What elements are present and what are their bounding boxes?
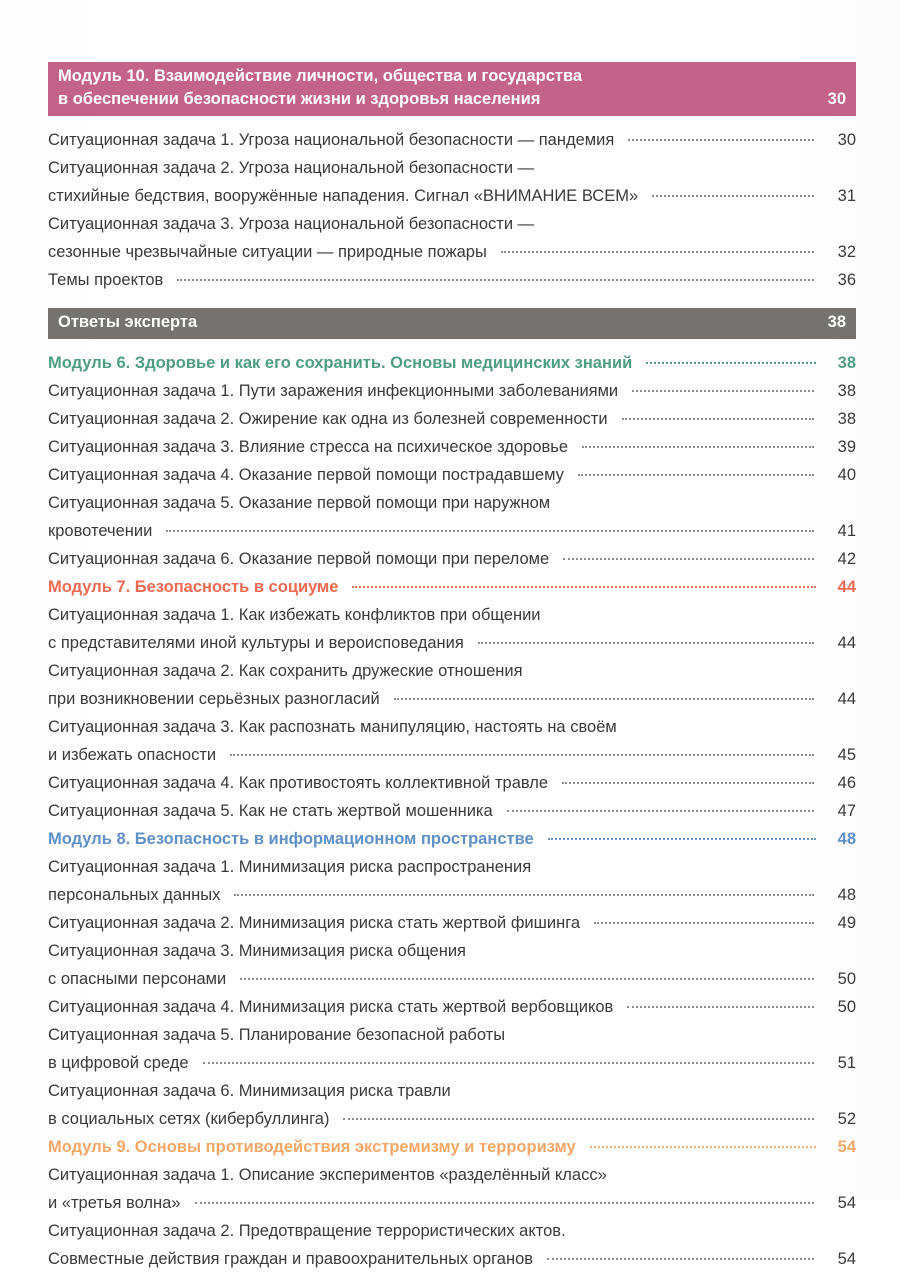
- toc-entry[interactable]: [48, 657, 856, 685]
- toc-entry-page: 36: [837, 271, 856, 289]
- toc-entry-text: Ситуационная задача 5. Как не стать жертвой мошенника: [48, 802, 493, 820]
- toc-entry[interactable]: [48, 266, 856, 294]
- toc-entry[interactable]: [48, 1021, 856, 1049]
- toc-entry-page: 44: [837, 634, 856, 652]
- toc-entry[interactable]: [48, 993, 856, 1021]
- toc-entry[interactable]: [48, 853, 856, 881]
- toc-entry-text: Ситуационная задача 3. Влияние стресса на психическое здоровье: [48, 438, 569, 456]
- toc-entry[interactable]: [48, 377, 856, 405]
- module-9-heading-page: 54: [837, 1138, 856, 1156]
- module-7-entries: [48, 601, 856, 825]
- toc-entry[interactable]: [48, 545, 856, 573]
- spacer: [48, 294, 856, 308]
- toc-entry-text: Ситуационная задача 4. Оказание первой помощи пострадавшему: [48, 466, 564, 484]
- toc-entry-text: Ситуационная задача 2. Как сохранить дружеские отношения: [48, 662, 523, 680]
- module-9-heading-text: Модуль 9. Основы противодействия экстремизму и терроризму: [48, 1138, 576, 1156]
- toc-entry[interactable]: [48, 937, 856, 965]
- toc-entry-text: при возникновении серьёзных разногласий: [48, 690, 380, 708]
- toc-entry[interactable]: [48, 965, 856, 993]
- module-7-heading[interactable]: [48, 573, 856, 601]
- dot-leader: [230, 754, 814, 756]
- dot-leader: [343, 1118, 814, 1120]
- module-7-heading-page: 44: [837, 578, 856, 596]
- toc-entry-page: 40: [837, 466, 856, 484]
- expert-answers-banner: [48, 308, 856, 339]
- toc-entry[interactable]: [48, 210, 856, 238]
- dot-leader: [234, 894, 814, 896]
- toc-entry-page: 44: [837, 690, 856, 708]
- toc-entry-text: в социальных сетях (кибербуллинга): [48, 1110, 330, 1128]
- module-9-entries: [48, 1161, 856, 1273]
- toc-entry-text: Ситуационная задача 1. Минимизация риска распространения: [48, 858, 532, 876]
- expert-answers-banner-text: Ответы эксперта: [58, 313, 198, 331]
- toc-entry-text: и «третья волна»: [48, 1194, 181, 1212]
- toc-entry-text: сезонные чрезвычайные ситуации — природные пожары: [48, 243, 487, 261]
- module-6-entries: [48, 377, 856, 573]
- toc-entry[interactable]: [48, 1105, 856, 1133]
- toc-entry-text: Ситуационная задача 2. Минимизация риска стать жертвой фишинга: [48, 914, 581, 932]
- toc-entry-page: 38: [837, 382, 856, 400]
- dot-leader: [240, 978, 814, 980]
- dot-leader: [632, 390, 814, 392]
- module-10-banner-line2: в обеспечении безопасности жизни и здоровья населения: [58, 90, 541, 108]
- toc-entry-text: стихийные бедствия, вооружённые нападения. Сигнал «ВНИМАНИЕ ВСЕМ»: [48, 187, 639, 205]
- toc-entry[interactable]: [48, 1049, 856, 1077]
- toc-entry-text: Ситуационная задача 3. Угроза национальной безопасности —: [48, 215, 535, 233]
- toc-entry[interactable]: [48, 1245, 856, 1273]
- module-7-heading-text: Модуль 7. Безопасность в социуме: [48, 578, 339, 596]
- toc-entry-text: Ситуационная задача 1. Пути заражения инфекционными заболеваниями: [48, 382, 619, 400]
- toc-entry-page: 49: [837, 914, 856, 932]
- spacer: [48, 339, 856, 349]
- toc-entry-page: 54: [837, 1250, 856, 1268]
- toc-entry-page: 46: [837, 774, 856, 792]
- dot-leader: [507, 810, 814, 812]
- dot-leader: [622, 418, 814, 420]
- dot-leader: [548, 838, 816, 840]
- toc-entry-text: с опасными персонами: [48, 970, 227, 988]
- dot-leader: [203, 1062, 814, 1064]
- dot-leader: [166, 530, 814, 532]
- toc-entry[interactable]: [48, 154, 856, 182]
- module-6-heading-text: Модуль 6. Здоровье и как его сохранить. Основы медицинских знаний: [48, 354, 633, 372]
- toc-entry-page: 45: [837, 746, 856, 764]
- toc-entry[interactable]: [48, 1189, 856, 1217]
- toc-entry[interactable]: [48, 713, 856, 741]
- module-6-heading-page: 38: [837, 354, 856, 372]
- toc-entry[interactable]: [48, 182, 856, 210]
- toc-entry-page: 41: [837, 522, 856, 540]
- toc-entry[interactable]: [48, 489, 856, 517]
- toc-entry-page: 50: [837, 998, 856, 1016]
- toc-entry[interactable]: [48, 685, 856, 713]
- dot-leader: [352, 586, 816, 588]
- toc-content: [48, 62, 856, 1273]
- toc-entry[interactable]: [48, 238, 856, 266]
- toc-entry-text: Ситуационная задача 6. Оказание первой помощи при переломе: [48, 550, 550, 568]
- toc-entry-text: персональных данных: [48, 886, 221, 904]
- toc-entry-text: Ситуационная задача 2. Угроза национальной безопасности —: [48, 159, 535, 177]
- dot-leader: [590, 1146, 816, 1148]
- dot-leader: [394, 698, 814, 700]
- module-10-banner-page: 30: [827, 90, 846, 108]
- dot-leader: [547, 1258, 814, 1260]
- toc-entry[interactable]: [48, 461, 856, 489]
- toc-entry-page: 48: [837, 886, 856, 904]
- dot-leader: [582, 446, 814, 448]
- toc-entry-text: и избежать опасности: [48, 746, 217, 764]
- toc-entry[interactable]: [48, 1077, 856, 1105]
- toc-entry-text: Ситуационная задача 3. Минимизация риска общения: [48, 942, 466, 960]
- toc-entry-text: Ситуационная задача 3. Как распознать манипуляцию, настоять на своём: [48, 718, 617, 736]
- dot-leader: [478, 642, 814, 644]
- toc-entry-page: 50: [837, 970, 856, 988]
- dot-leader: [594, 922, 814, 924]
- module-8-heading-page: 48: [837, 830, 856, 848]
- toc-entry-page: 42: [837, 550, 856, 568]
- module-10-banner: [48, 62, 856, 116]
- dot-leader: [562, 782, 814, 784]
- toc-entry-text: с представителями иной культуры и вероисповедания: [48, 634, 464, 652]
- toc-entry[interactable]: [48, 741, 856, 769]
- module-8-entries: [48, 853, 856, 1133]
- toc-entry[interactable]: [48, 909, 856, 937]
- dot-leader: [563, 558, 814, 560]
- toc-entry[interactable]: [48, 769, 856, 797]
- toc-entry-page: 30: [837, 131, 856, 149]
- toc-entry-page: 32: [837, 243, 856, 261]
- toc-entry-text: Ситуационная задача 1. Как избежать конфликтов при общении: [48, 606, 541, 624]
- expert-answers-banner-page: 38: [827, 313, 846, 331]
- module-10-entries: [48, 126, 856, 294]
- toc-entry[interactable]: [48, 126, 856, 154]
- toc-entry-text: Ситуационная задача 4. Как противостоять коллективной травле: [48, 774, 549, 792]
- module-10-banner-text: [58, 65, 812, 111]
- toc-entry-page: 47: [837, 802, 856, 820]
- toc-entry[interactable]: [48, 797, 856, 825]
- dot-leader: [177, 279, 814, 281]
- toc-entry-page: 52: [837, 1110, 856, 1128]
- toc-entry[interactable]: [48, 601, 856, 629]
- toc-entry-text: Ситуационная задача 5. Оказание первой помощи при наружном: [48, 494, 551, 512]
- toc-entry-text: Ситуационная задача 2. Ожирение как одна из болезней современности: [48, 410, 608, 428]
- toc-entry-text: Ситуационная задача 1. Описание экспериментов «разделённый класс»: [48, 1166, 607, 1184]
- module-8-heading[interactable]: [48, 825, 856, 853]
- toc-entry[interactable]: [48, 629, 856, 657]
- toc-entry[interactable]: [48, 433, 856, 461]
- toc-entry-text: Ситуационная задача 2. Предотвращение террористических актов.: [48, 1222, 566, 1240]
- dot-leader: [652, 195, 814, 197]
- toc-entry[interactable]: [48, 1161, 856, 1189]
- toc-entry[interactable]: [48, 881, 856, 909]
- toc-entry[interactable]: [48, 1217, 856, 1245]
- toc-entry-text: Темы проектов: [48, 271, 164, 289]
- module-8-heading-text: Модуль 8. Безопасность в информационном пространстве: [48, 830, 534, 848]
- dot-leader: [578, 474, 814, 476]
- toc-entry-text: Ситуационная задача 1. Угроза национальной безопасности — пандемия: [48, 131, 615, 149]
- toc-entry-page: 39: [837, 438, 856, 456]
- toc-entry[interactable]: [48, 405, 856, 433]
- toc-entry-page: 51: [837, 1054, 856, 1072]
- module-6-heading[interactable]: [48, 349, 856, 377]
- toc-entry-page: 54: [837, 1194, 856, 1212]
- toc-entry-text: в цифровой среде: [48, 1054, 189, 1072]
- toc-entry-text: Ситуационная задача 5. Планирование безопасной работы: [48, 1026, 506, 1044]
- dot-leader: [195, 1202, 815, 1204]
- module-9-heading[interactable]: [48, 1133, 856, 1161]
- module-10-banner-line1: Модуль 10. Взаимодействие личности, общества и государства: [58, 67, 583, 85]
- dot-leader: [501, 251, 814, 253]
- toc-entry-text: Совместные действия граждан и правоохранительных органов: [48, 1250, 534, 1268]
- toc-entry-text: кровотечении: [48, 522, 153, 540]
- spacer: [48, 116, 856, 126]
- dot-leader: [646, 362, 816, 364]
- toc-entry[interactable]: [48, 517, 856, 545]
- toc-entry-page: 31: [837, 187, 856, 205]
- dot-leader: [628, 139, 814, 141]
- toc-entry-page: 38: [837, 410, 856, 428]
- toc-entry-text: Ситуационная задача 4. Минимизация риска стать жертвой вербовщиков: [48, 998, 614, 1016]
- toc-entry-text: Ситуационная задача 6. Минимизация риска травли: [48, 1082, 451, 1100]
- dot-leader: [627, 1006, 814, 1008]
